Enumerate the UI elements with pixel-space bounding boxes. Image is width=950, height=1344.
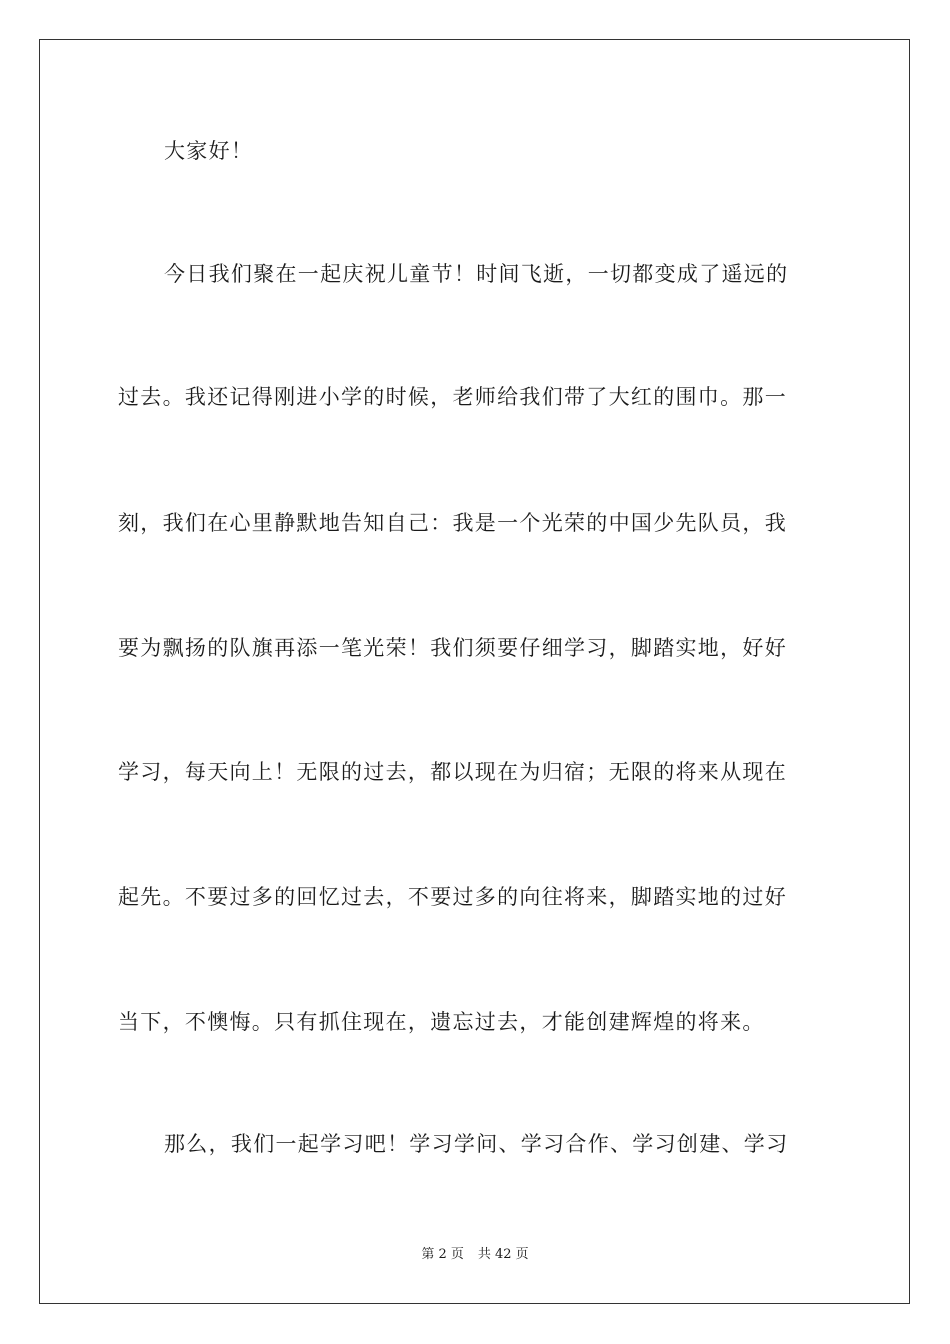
text-line-8: 那么，我们一起学习吧！学习学问、学习合作、学习创建、学习 (164, 1132, 789, 1156)
text-line-1: 今日我们聚在一起庆祝儿童节！时间飞逝，一切都变成了遥远的 (164, 262, 789, 286)
text-line-5: 学习，每天向上！无限的过去，都以现在为归宿；无限的将来从现在 (118, 760, 787, 784)
page-frame (39, 39, 910, 1304)
page-total: 共 42 页 (477, 1247, 529, 1262)
text-line-4: 要为飘扬的队旗再添一笔光荣！我们须要仔细学习，脚踏实地，好好 (118, 636, 787, 660)
text-line-7: 当下，不懊悔。只有抓住现在，遗忘过去，才能创建辉煌的将来。 (118, 1010, 765, 1034)
page-number: 第 2 页 (421, 1247, 464, 1262)
text-line-3: 刻，我们在心里静默地告知自己：我是一个光荣的中国少先队员，我 (118, 511, 787, 535)
text-line-greeting: 大家好！ (164, 139, 254, 163)
page-footer (0, 1246, 950, 1264)
text-line-2: 过去。我还记得刚进小学的时候，老师给我们带了大红的围巾。那一 (118, 385, 787, 409)
text-line-6: 起先。不要过多的回忆过去，不要过多的向往将来，脚踏实地的过好 (118, 885, 787, 909)
